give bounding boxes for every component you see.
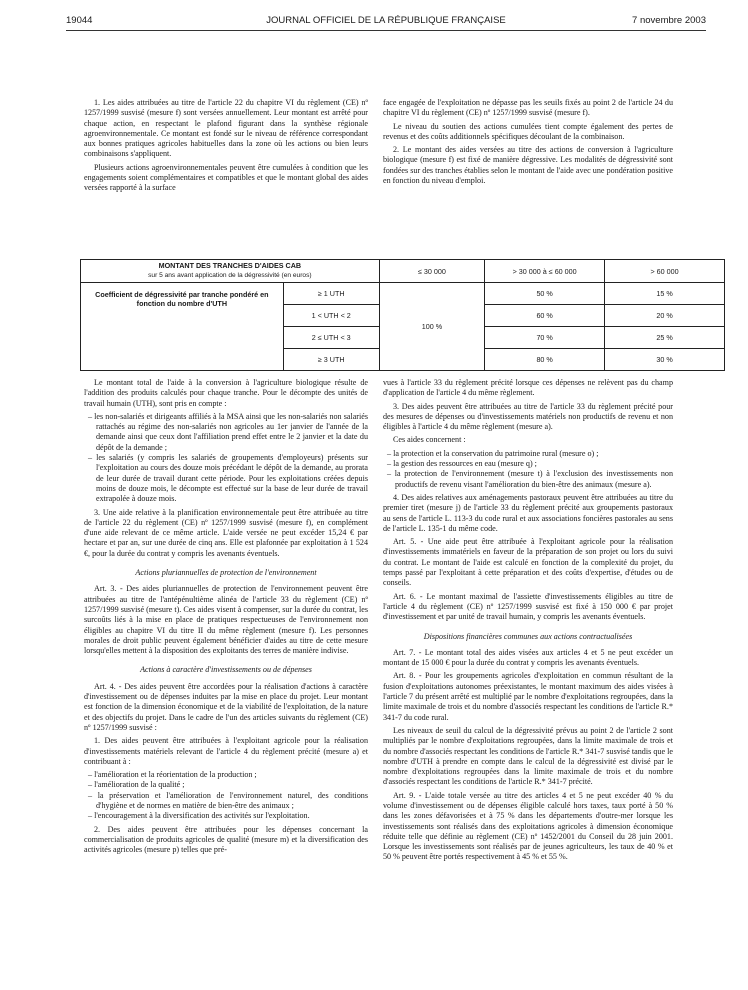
header-rule [66,30,706,31]
list-item: – la protection de l'environnement (mesure t) à l'exclusion des investissements non productifs de revenu visant l'amélioration du bien-être des animaux (mesure a). [383,469,673,490]
paragraph: Art. 3. - Des aides pluriannuelles de protection de l'environnement peuvent être attribuées au titre de l'antépénultième alinéa de l'article 33 du règlement (CE) nº 1257/1999 susvisé (mesure t). Ces aides visent à compenser, sur la durée du contrat, les surcoûts liés à la mise en place de pratiques respectueuses de l'environnement non éligibles au chapitre VI du titre II du même règlement (mesure f). Les personnes morales de droit public peuvent également bénéficier d'aides au titre de cette mesure lorsqu'elles mettent à la disposition des exploitants des terres de manière indivise. [84,584,368,656]
list [383,449,673,490]
table-uth-cell: ≥ 1 UTH [283,283,379,305]
table-uth-cell: 2 ≤ UTH < 3 [283,327,379,349]
paragraph: Art. 6. - Le montant maximal de l'assiette d'investissements éligibles au titre de l'article 4 du règlement (CE) nº 1257/1999 susvisé est fixé à 150 000 € par projet d'investissement et par unité de travail humain, y compris les avenants éventuels. [383,591,673,622]
table-cell: 80 % [485,349,605,371]
paragraph: Plusieurs actions agroenvironnementales peuvent être cumulées à condition que les engagements soient complémentaires et compatibles et que le montant global des aides versées rapporté à la surface [84,162,368,193]
table-uth-cell: ≥ 3 UTH [283,349,379,371]
list-item: – les non-salariés et dirigeants affiliés à la MSA ainsi que les non-salariés non salariés rattachés au régime des non-salariés non agricoles au 1er janvier de l'année de la demande ainsi que ceux dont l'affiliation prend effet entre le 2 janvier et la date du dépôt de la demande ; [84,412,368,453]
paragraph: 3. Des aides peuvent être attribuées au titre de l'article 33 du règlement précité pour des mesures de dépenses ou d'investissements matériels non productifs de revenu et non éligibles à l'article 4 du même règlement (mesure a). [383,401,673,432]
list [84,770,368,821]
paragraph: Art. 9. - L'aide totale versée au titre des articles 4 et 5 ne peut excéder 40 % du volume d'investissement ou de dépenses éligible calculé hors taxes, taux porté à 50 % dans les zones défavorisées et à 75 % dans les départements d'outre-mer lorsque les investissements sont réalisés dans des exploitations agricoles à dimension économique réduite telle que définie au règlement (CE) nº 1452/2001 du Conseil du 28 juin 2001. Lorsque les investissements sont réalisés par de jeunes agriculteurs, les taux de 40 % et 50 % peuvent être portés respectivement à 45 % et 55 %. [383,790,673,862]
table-cell: 15 % [605,283,725,305]
paragraph: 1. Les aides attribuées au titre de l'article 22 du chapitre VI du règlement (CE) nº 1257/1999 susvisé (mesure f) sont versées annuellement. Leur montant est arrêté pour chaque action, en respectant le plafond figurant dans la synthèse régionale agroenvironnementale. Ce montant est fondé sur le niveau de référence correspondant aux bonnes pratiques agricoles habituelles dans la zone où les actions ou bien leurs combinaisons s'appliquent. [84,98,368,159]
list-item: – la gestion des ressources en eau (mesure q) ; [383,459,673,469]
paragraph: 4. Des aides relatives aux aménagements pastoraux peuvent être attribuées au titre du premier tiret (mesure j) de l'article 33 du règlement précité aux groupements pastoraux au sens de l'article L. 113-3 du code rural et aux associations foncières pastorales au sens de l'article L. 135-1 du même code. [383,492,673,533]
bottom-right-column [383,378,673,866]
table-head-title: MONTANT DES TRANCHES D'AIDES CAB sur 5 ans avant application de la dégressivité (en euros) [81,260,380,283]
paragraph: Art. 5. - Une aide peut être attribuée à l'exploitant agricole pour la réalisation d'investissements immatériels en faveur de la préparation de son projet ou lors du suivi du contrat. Le montant de l'aide est calculé en fonction de la complexité du projet, du temps passé par l'exploitant à cette préparation et des coûts d'expertise, d'études ou de conseils. [383,537,673,588]
degressivity-table [80,259,725,371]
paragraph: Les niveaux de seuil du calcul de la dégressivité prévus au point 2 de l'article 2 sont multipliés par le nombre d'exploitations regroupées, dans la limite maximale de trois et du nombre d'associés respectant les conditions de l'article R.* 341-7 susvisé tandis que le nombre d'UTH à prendre en compte dans le calcul de la dégressivité est divisé par le nombre d'exploitations regroupées dans la limite maximale de trois et du nombre d'associés respectant les conditions de l'article R.* 341-7 précité. [383,725,673,787]
table-c1-value: 100 % [379,283,484,371]
bottom-left-column [84,378,368,858]
paragraph: Ces aides concernent : [393,435,466,445]
section-heading: Dispositions financières communes aux actions contractualisées [423,631,633,641]
list-item: – la préservation et l'amélioration de l'environnement naturel, des conditions d'hygiène et de normes en matière de bien-être des animaux ; [84,791,368,812]
table-cell: 50 % [485,283,605,305]
paragraph: Le niveau du soutien des actions cumulées tient compte également des pertes de revenus et des coûts additionnels spécifiques découlant de la combinaison. [383,121,673,141]
table-col-1: ≤ 30 000 [379,260,484,283]
paragraph: vues à l'article 33 du règlement précité lorsque ces dépenses ne relèvent pas du champ d'application de l'article 4 du même règlement. [383,378,673,398]
list-item: – l'amélioration de la qualité ; [84,780,368,790]
issue-date: 7 novembre 2003 [632,15,706,26]
section-heading: Actions pluriannuelles de protection de l'environnement [135,568,317,578]
table-cell: 20 % [605,305,725,327]
paragraph: Art. 8. - Pour les groupements agricoles d'exploitation en commun résultant de la fusion d'exploitations autonomes préexistantes, le montant maximum des aides visées à l'article 7 du présent arrêté est multiplié par le nombre d'exploitations regroupées, dans la limite maximale de trois et du nombre d'associés respectant les conditions de l'article R.* 341-7 du code rural. [383,671,673,722]
list-item: – la protection et la conservation du patrimoine rural (mesure o) ; [383,449,673,459]
list [84,412,368,505]
table-cell: 70 % [485,327,605,349]
table-uth-cell: 1 < UTH < 2 [283,305,379,327]
list-item: – l'encouragement à la diversification des activités sur l'exploitation. [84,811,368,821]
top-right-column [383,98,673,189]
paragraph: 3. Une aide relative à la planification environnementale peut être attribuée au titre de l'article 22 du règlement (CE) nº 1257/1999 susvisé (mesure f), en complément d'une aide relevant de ce même article. L'aide versée ne peut excéder 15,24 € par hectare et par an, sur une durée de cinq ans. Elle est plafonnée par exploitation à 1 524 €, pour la durée du contrat y compris les avenants éventuels. [84,507,368,558]
paragraph: 2. Des aides peuvent être attribuées pour les dépenses concernant la commercialisation de produits agricoles de qualité (mesure m) et la diversification des activités agricoles (mesure p) telles que pré- [84,824,368,855]
page-number: 19044 [66,15,93,26]
journal-title: JOURNAL OFFICIEL DE LA RÉPUBLIQUE FRANÇAISE [266,15,506,26]
paragraph: Le montant total de l'aide à la conversion à l'agriculture biologique résulte de l'addition des produits calculés pour chaque tranche. Pour le décompte des unités de travail humain (UTH), sont pris en compte : [84,378,368,408]
table-cell: 60 % [485,305,605,327]
section-heading: Actions à caractère d'investissements ou de dépenses [140,665,312,675]
paragraph: Art. 4. - Des aides peuvent être accordées pour la réalisation d'actions à caractère d'investissement ou de dépenses induites par la mise en place du projet. Leur montant est fonction de la dimension économique et de la viabilité de l'exploitation, de la nature et des objectifs du projet. Dans le cadre de l'un des articles suivants du règlement (CE) nº 1257/1999 susvisé : [84,681,368,732]
paragraph: 1. Des aides peuvent être attribuées à l'exploitant agricole pour la réalisation d'investissements matériels relevant de l'article 4 du règlement précité (mesure a) et contribuant à : [84,736,368,766]
list-item: – les salariés (y compris les salariés de groupements d'employeurs) présents sur l'exploitation au cours des douze mois précédant le dépôt de la demande, au prorata de leur durée de travail durant cette période. Pour les exploitations créées depuis moins de douze mois, le décompte est effectué sur la base de leur durée de travail extrapolée à douze mois. [84,453,368,504]
table-cell: 25 % [605,327,725,349]
paragraph: Art. 7. - Le montant total des aides visées aux articles 4 et 5 ne peut excéder un montant de 15 000 € pour la durée du contrat y compris les avenants éventuels. [383,647,673,668]
table-row-label: Coefficient de dégressivité par tranche pondéré en fonction du nombre d'UTH [81,283,284,371]
paragraph: face engagée de l'exploitation ne dépasse pas les seuils fixés au point 2 de l'article 24 du chapitre VI du règlement (CE) nº 1257/1999 susvisé (mesure f). [383,98,673,118]
list-item: – l'amélioration et la réorientation de la production ; [84,770,368,780]
table-col-3: > 60 000 [605,260,725,283]
table-col-2: > 30 000 à ≤ 60 000 [485,260,605,283]
top-left-column [84,98,368,197]
paragraph: 2. Le montant des aides versées au titre des actions de conversion à l'agriculture biologique (mesure f) est fixé de manière dégressive. Les modalités de dégressivité sont fondées sur des tranches établies selon le montant de l'aide avec une pondération positive en fonction du niveau d'emploi. [383,145,673,186]
table-cell: 30 % [605,349,725,371]
page-header [66,15,706,29]
